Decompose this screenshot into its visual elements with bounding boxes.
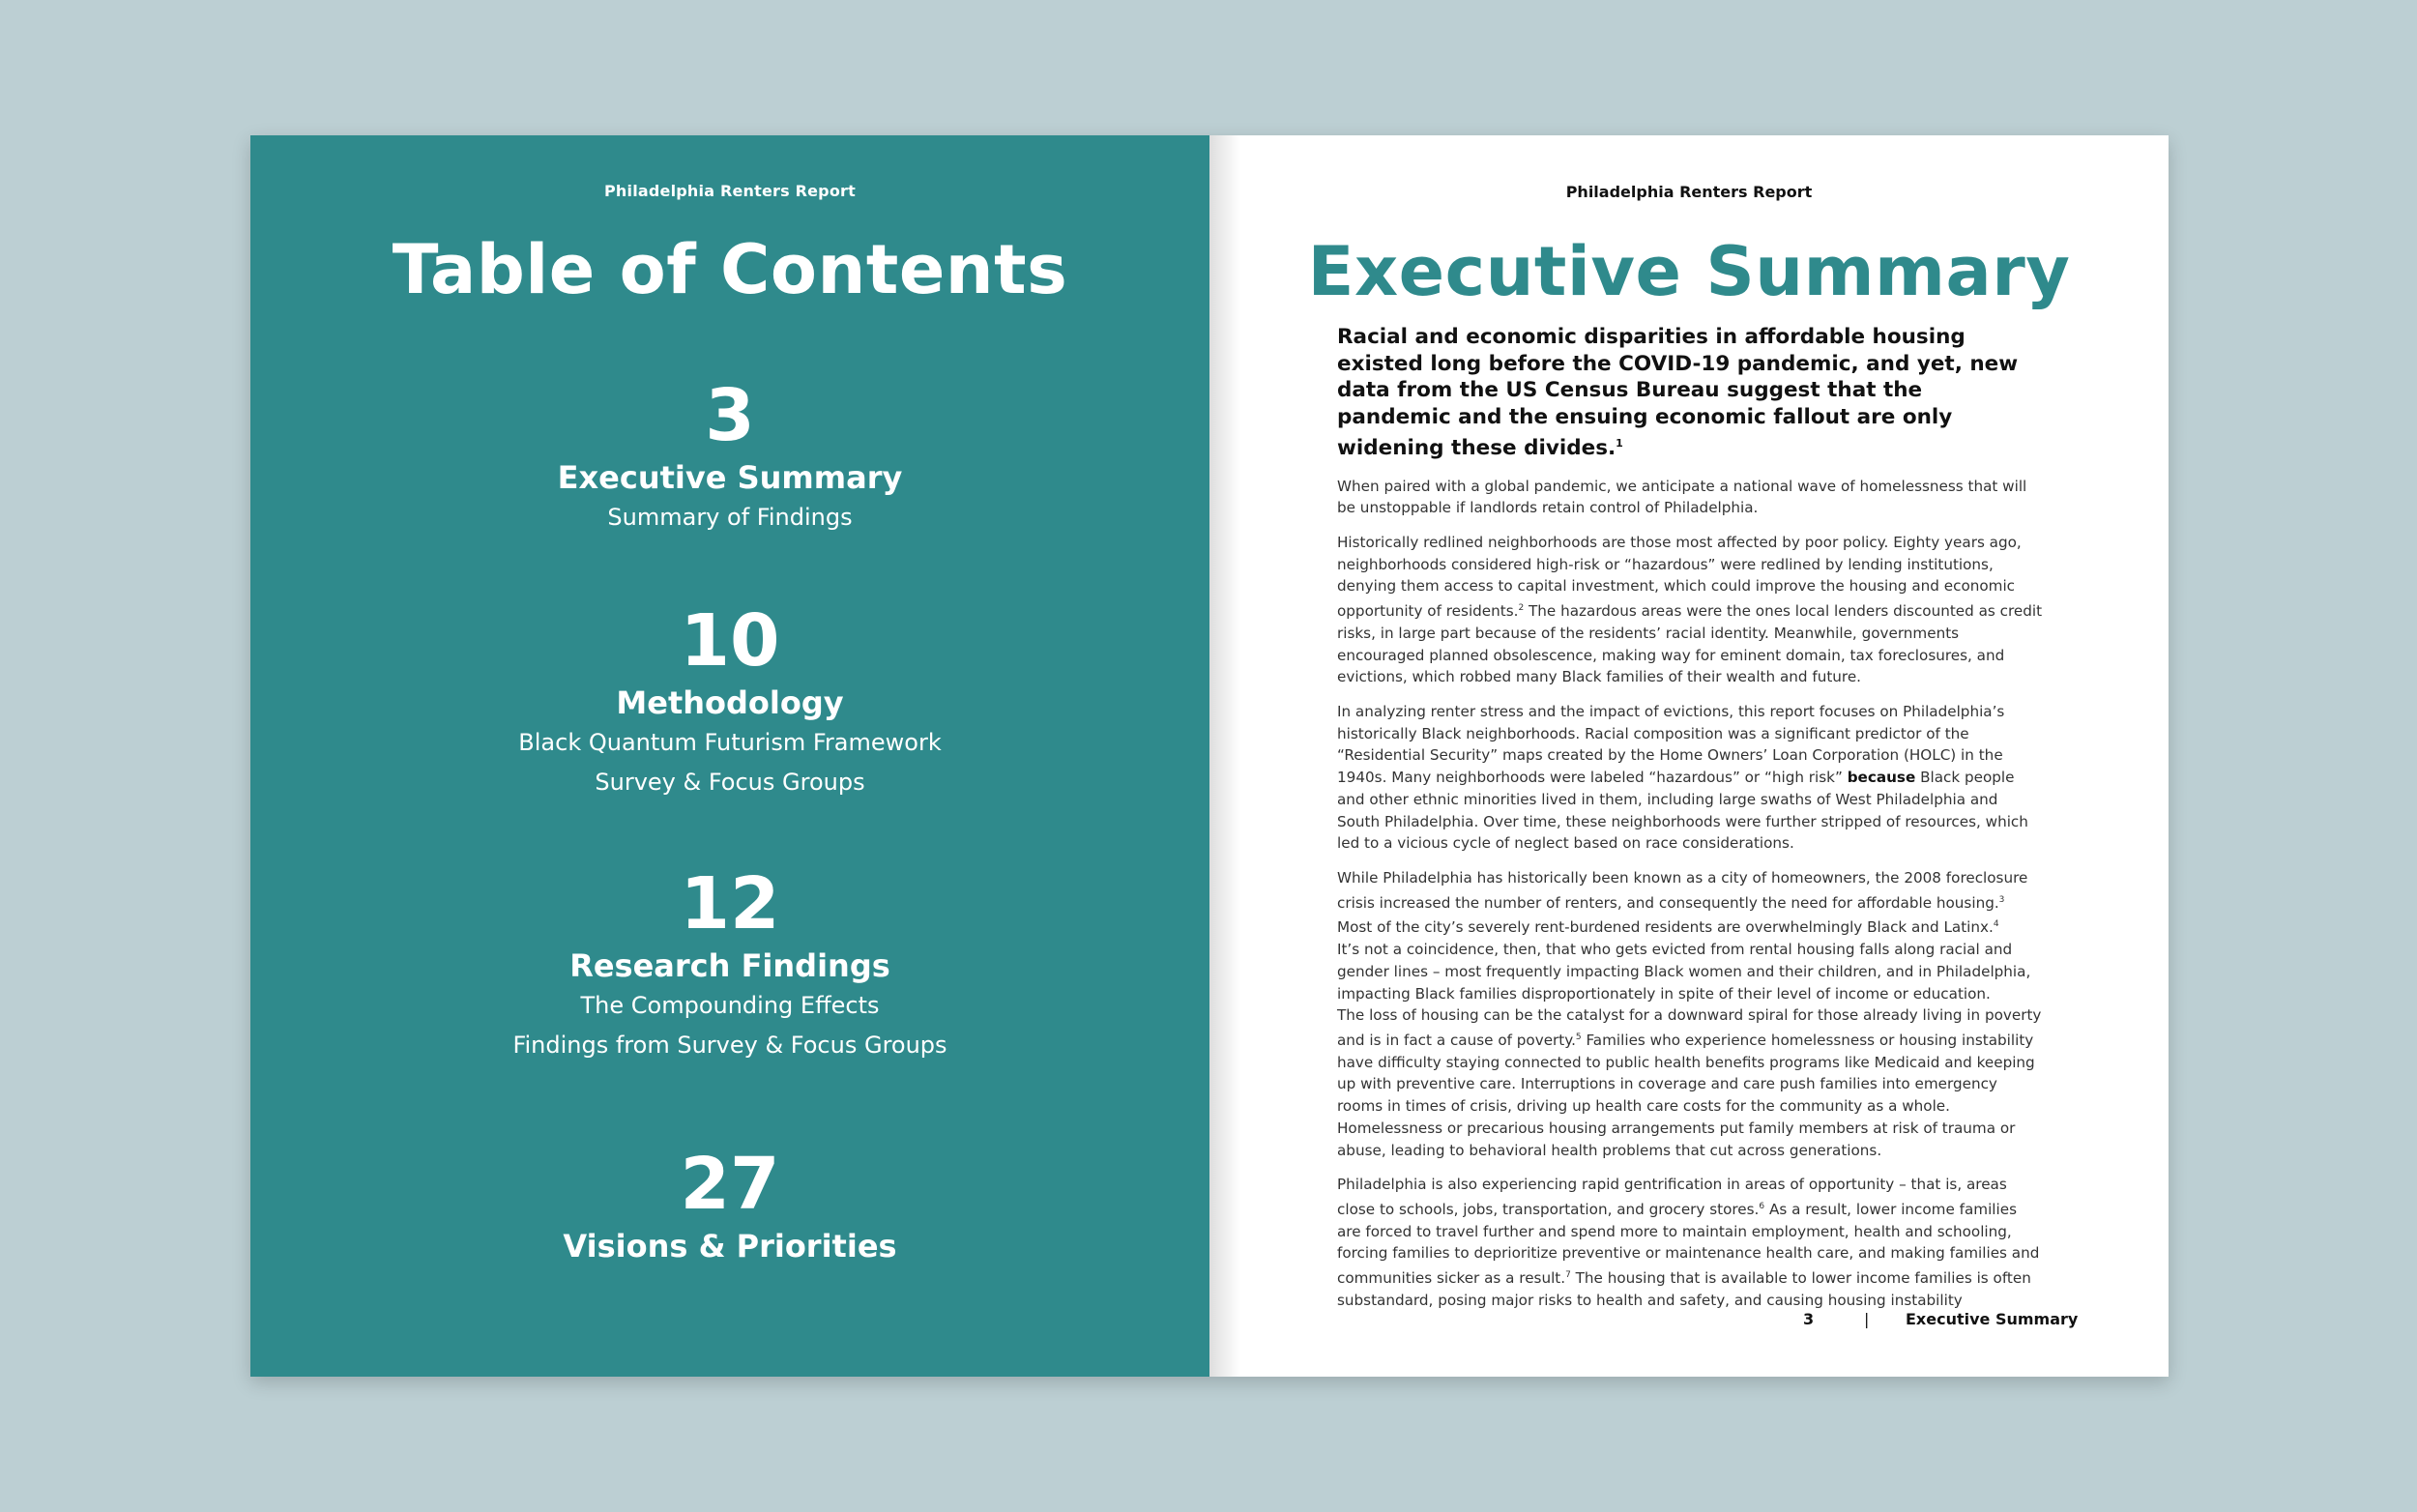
running-head: Philadelphia Renters Report <box>604 182 856 200</box>
lead-paragraph <box>1337 324 2043 462</box>
body-paragraph <box>1337 867 2043 1161</box>
body-paragraph: When paired with a global pandemic, we anticipate a national wave of homelessness that will be unstoppable if landlords retain control of Philadelphia. <box>1337 477 2027 517</box>
table-of-contents-page <box>250 135 1209 1377</box>
paragraph-text: Philadelphia is also experiencing rapid gentrification in areas of opportunity – that is, areas close to schools, jobs, transportation, and grocery stores. <box>1337 1176 2007 1219</box>
footer-section-name: Executive Summary <box>1906 1310 2079 1328</box>
paragraph-text: In analyzing renter stress and the impact of evictions, this report focuses on Philadelphia’s historically Black neighborhoods. Racial composition was a significant predictor of the “Residential Security” maps created by the Home Owners’ Loan Corporation (HOLC) in the 1940s. Many neighborhoods were labeled “hazardous” or “high risk” <box>1337 703 2005 787</box>
body-text <box>1337 324 2043 1324</box>
toc-page-number: 12 <box>680 862 780 945</box>
paragraph-text: The loss of housing can be the catalyst for a downward spiral for those already living in poverty and is in fact a cause of poverty. <box>1337 1006 2042 1050</box>
paragraph-text: It’s not a coincidence, then, that who gets evicted from rental housing falls along racial and gender lines – most frequently impacting Black women and their children, and in Philadelphia, impacting Black families disproportionately in spite of their level of income or education. <box>1337 941 2031 1003</box>
page-gutter-shadow <box>1209 135 1240 1377</box>
page-title: Executive Summary <box>1307 232 2071 311</box>
toc-entry-methodology[interactable] <box>250 599 1209 801</box>
lead-text: Racial and economic disparities in affordable housing existed long before the COVID-19 pandemic, and yet, new data from the US Census Bureau suggest that the pandemic and the ensuing economic fallout are only widening these divides. <box>1337 325 2019 461</box>
footnote-ref: 2 <box>1518 603 1525 614</box>
toc-subheading: The Compounding Effects <box>580 992 880 1019</box>
footnote-ref: 4 <box>1993 919 1999 930</box>
emphasis-text: because <box>1847 769 1916 787</box>
running-head: Philadelphia Renters Report <box>1565 183 1813 201</box>
toc-entry-executive-summary[interactable] <box>250 374 1209 537</box>
paragraph-text: The hazardous areas were the ones local lenders discounted as credit risks, in large part because of the residents’ racial identity. Meanwhile, governments encouraged planned obsolescence, making way for eminent domain, tax foreclosures, and evictions, which robbed many Black families of their wealth and future. <box>1337 602 2043 686</box>
toc-page-number: 10 <box>680 599 780 683</box>
body-paragraph <box>1337 701 2043 855</box>
report-spread <box>250 135 2169 1377</box>
toc-heading: Research Findings <box>569 947 890 984</box>
toc-page-number: 3 <box>705 374 755 457</box>
toc-subheading: Survey & Focus Groups <box>595 769 865 796</box>
footnote-ref: 3 <box>1998 894 2005 905</box>
toc-subheading: Summary of Findings <box>607 504 853 531</box>
paragraph-text: Most of the city’s severely rent-burdened residents are overwhelmingly Black and Latinx. <box>1337 918 1994 937</box>
page-title: Table of Contents <box>392 230 1068 309</box>
body-paragraph <box>1337 1174 2043 1311</box>
footer-separator: | <box>1864 1310 1870 1328</box>
paragraph-text: Families who experience homelessness or housing instability have difficulty staying connected to public health benefits programs like Medicaid and keeping up with preventive care. Interruptions in coverage and care push families into emergency rooms in times of crisis, driving up health care costs for the community as a whole. Homelessness or precarious housing arrangements put family members at risk of trauma or abuse, leading to behavioral health problems that cut across generations. <box>1337 1032 2035 1159</box>
paragraph-text: The housing that is available to lower income families is often substandard, posing major risks to health and safety, and causing housing instability <box>1337 1269 2031 1309</box>
toc-heading: Methodology <box>616 684 844 721</box>
toc-subheading: Findings from Survey & Focus Groups <box>512 1032 947 1059</box>
toc-subheading: Black Quantum Futurism Framework <box>518 729 942 756</box>
toc-heading: Executive Summary <box>557 459 903 496</box>
page-number: 3 <box>1803 1310 1815 1328</box>
body-paragraph <box>1337 532 2043 688</box>
footnote-ref: 6 <box>1759 1202 1765 1211</box>
toc-page-number: 27 <box>680 1143 780 1226</box>
executive-summary-page <box>1209 135 2169 1377</box>
toc-entry-research-findings[interactable] <box>250 862 1209 1064</box>
paragraph-text: Black people and other ethnic minorities lived in them, including large swaths of West Philadelphia and South Philadelphia. Over time, these neighborhoods were further stripped of resources, which led to a vicious cycle of neglect based on race considerations. <box>1337 769 2028 853</box>
footnote-ref: 1 <box>1616 437 1623 450</box>
footnote-ref: 5 <box>1575 1032 1582 1043</box>
toc-entry-visions-priorities[interactable] <box>250 1143 1209 1265</box>
footnote-ref: 7 <box>1565 1270 1571 1281</box>
toc-heading: Visions & Priorities <box>563 1228 897 1265</box>
paragraph-text: As a result, lower income families are forced to travel further and spend more to maintain employment, health and schooling, forcing families to deprioritize preventive or maintenance health care, and making families and communities sicker as a result. <box>1337 1201 2040 1288</box>
paragraph-text: Historically redlined neighborhoods are those most affected by poor policy. Eighty years ago, neighborhoods considered high-risk or “hazardous” were redlined by lending institutions, denying them access to capital investment, which could improve the housing and economic opportunity of residents. <box>1337 534 2022 621</box>
paragraph-text: While Philadelphia has historically been known as a city of homeowners, the 2008 foreclosure crisis increased the number of renters, and consequently the need for affordable housing. <box>1337 868 2028 912</box>
